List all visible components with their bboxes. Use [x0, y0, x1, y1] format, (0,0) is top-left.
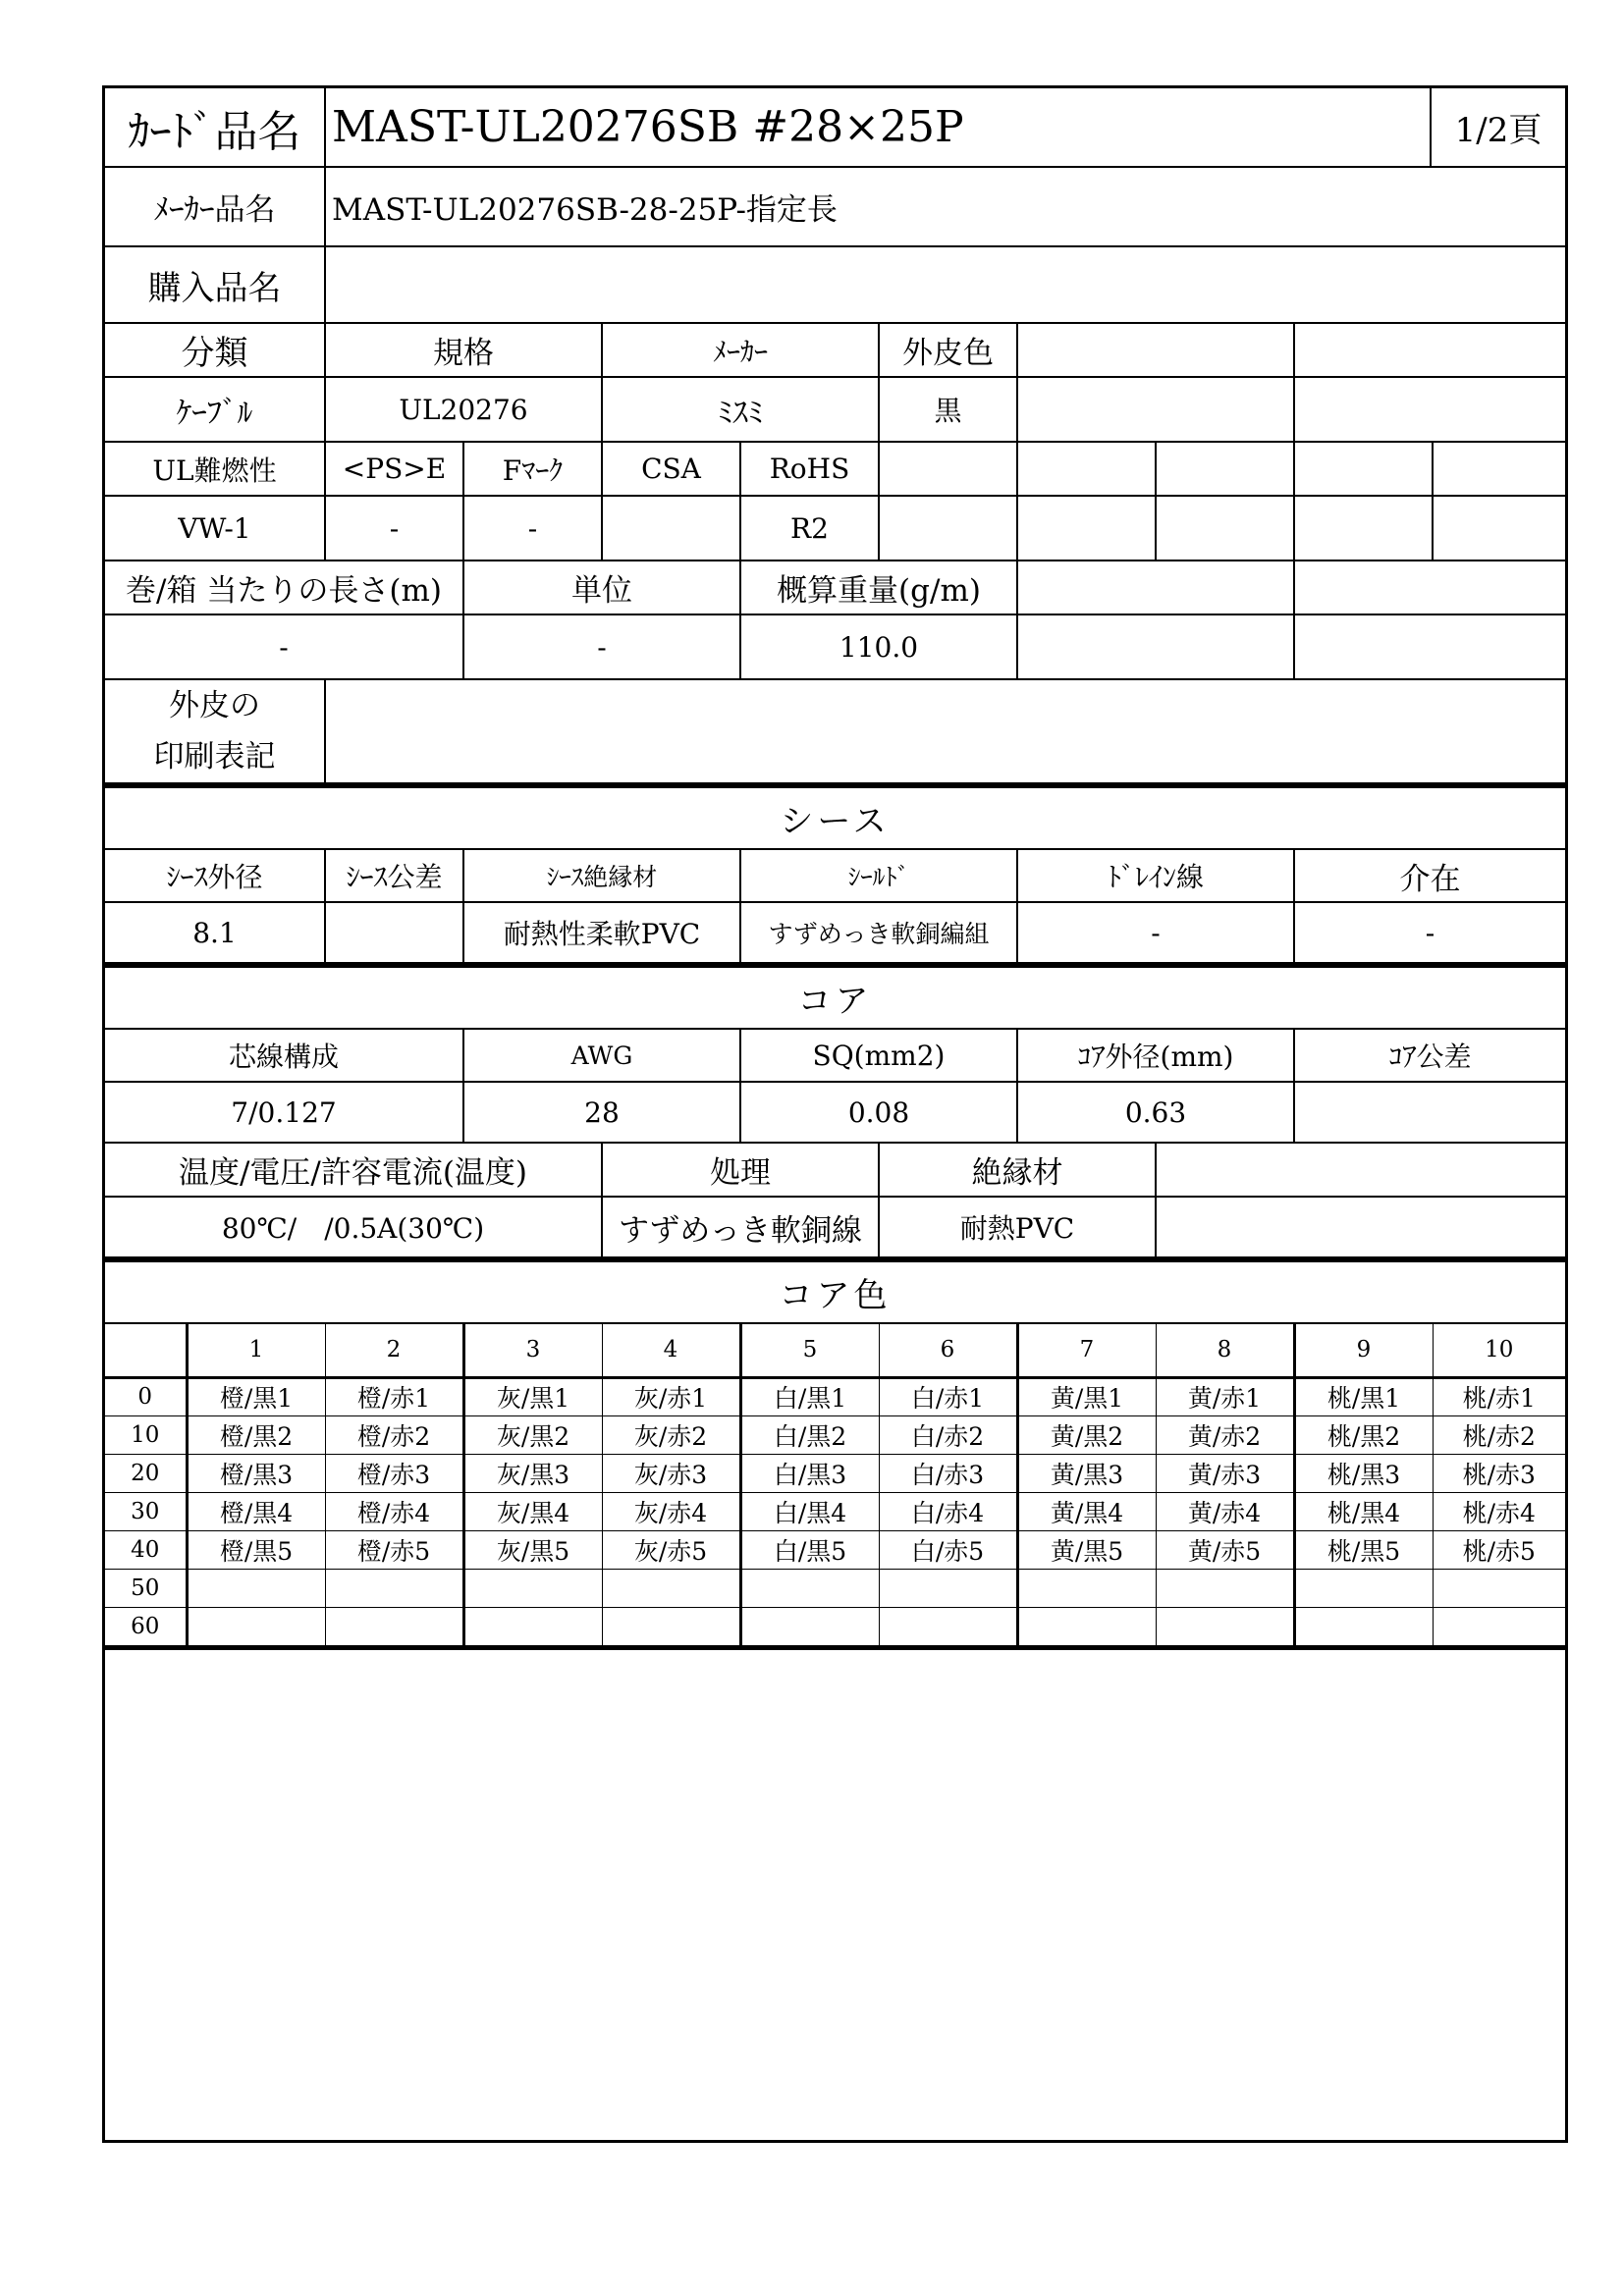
pack-header-blank-1: [1017, 561, 1294, 614]
sheath-value-filler: -: [1294, 902, 1565, 963]
rating-header-pse: <PS>E: [325, 443, 463, 496]
class-value-blank-1: [1017, 377, 1294, 442]
sheath-header-filler: 介在: [1294, 849, 1565, 902]
core-header-rating: 温度/電圧/許容電流(温度): [105, 1144, 602, 1197]
core-color-row: [105, 1377, 1565, 1415]
core-header-treatment: 処理: [602, 1144, 879, 1197]
rating-header-blank-5: [1433, 443, 1565, 496]
core-color-cell: 橙/赤4: [325, 1492, 463, 1530]
class-header-standard: 規格: [325, 324, 602, 377]
core-section-title: コア: [105, 966, 1565, 1029]
core-color-cell: 白/黒2: [740, 1415, 879, 1454]
rating-header-blank-4: [1294, 443, 1433, 496]
core-table-2: [105, 1144, 1565, 1258]
core-color-row: [105, 1607, 1565, 1645]
sheath-section-title: シース: [105, 786, 1565, 849]
sheath-table: [105, 784, 1565, 964]
core-color-cell: [1156, 1569, 1294, 1607]
pack-value-blank-2: [1294, 614, 1565, 679]
core-color-cell: 白/黒4: [740, 1492, 879, 1530]
core-table: [105, 964, 1565, 1144]
core-value-rating: 80℃/ /0.5A(30℃): [105, 1197, 602, 1257]
print-marking-label-line1: 外皮の: [169, 688, 260, 723]
core-color-row-label: 10: [105, 1415, 187, 1454]
core-color-cell: 桃/赤4: [1433, 1492, 1565, 1530]
core-value-sq: 0.08: [740, 1082, 1017, 1143]
core-color-cell: [463, 1569, 602, 1607]
class-header-blank-1: [1017, 324, 1294, 377]
purchase-name-label: 購入品名: [105, 246, 325, 323]
core-color-section-title: コア色: [105, 1260, 1565, 1323]
core-color-row: [105, 1415, 1565, 1454]
core-color-cell: 灰/赤4: [602, 1492, 740, 1530]
core-value-insulation: 耐熱PVC: [879, 1197, 1156, 1257]
core-color-cell: 灰/黒1: [463, 1377, 602, 1415]
core-color-row: [105, 1492, 1565, 1530]
core-color-cell: 灰/赤5: [602, 1530, 740, 1569]
pack-header-weight: 概算重量(g/m): [740, 561, 1017, 614]
core-color-cell: 橙/赤3: [325, 1454, 463, 1492]
sheath-header-tolerance: ｼｰｽ公差: [325, 849, 463, 902]
core-color-cell: [1433, 1607, 1565, 1645]
core-value-blank: [1156, 1197, 1565, 1257]
core-color-column-header: 6: [879, 1324, 1017, 1377]
core-color-cell: 灰/赤3: [602, 1454, 740, 1492]
core-color-cell: 白/黒5: [740, 1530, 879, 1569]
core-color-row: [105, 1569, 1565, 1607]
sheath-value-od: 8.1: [105, 902, 325, 963]
class-value-jacket-color: 黒: [879, 377, 1017, 442]
core-color-cell: [602, 1569, 740, 1607]
core-color-cell: [740, 1607, 879, 1645]
core-color-cell: 灰/赤2: [602, 1415, 740, 1454]
core-color-column-header: 7: [1017, 1324, 1156, 1377]
core-color-row-label: 60: [105, 1607, 187, 1645]
rating-header-rohs: RoHS: [740, 443, 879, 496]
core-color-cell: [187, 1607, 325, 1645]
core-color-column-header: 8: [1156, 1324, 1294, 1377]
rating-value-csa: [602, 496, 740, 561]
core-value-awg: 28: [463, 1082, 740, 1143]
rating-value-rohs: R2: [740, 496, 879, 561]
core-value-treatment: すずめっき軟銅線: [602, 1197, 879, 1257]
core-color-cell: [1156, 1607, 1294, 1645]
maker-part-value: MAST-UL20276SB-28-25P-指定長: [325, 168, 1565, 246]
print-marking-value: [325, 680, 1565, 783]
core-color-column-header: 9: [1294, 1324, 1433, 1377]
core-color-cell: [187, 1569, 325, 1607]
rating-header-ul-flame: UL難燃性: [105, 443, 325, 496]
core-color-title-table: [105, 1258, 1565, 1324]
rating-header-blank-2: [1017, 443, 1156, 496]
core-value-tolerance: [1294, 1082, 1565, 1143]
core-color-row-label: 20: [105, 1454, 187, 1492]
core-color-cell: 白/赤1: [879, 1377, 1017, 1415]
core-color-row-label: 40: [105, 1530, 187, 1569]
class-value-type: ｹｰﾌﾞﾙ: [105, 377, 325, 442]
core-color-row-label: 50: [105, 1569, 187, 1607]
pack-value-blank-1: [1017, 614, 1294, 679]
core-color-cell: [325, 1607, 463, 1645]
print-marking-label: [105, 680, 325, 783]
core-color-cell: 白/赤5: [879, 1530, 1017, 1569]
core-color-cell: [1433, 1569, 1565, 1607]
class-header-jacket-color: 外皮色: [879, 324, 1017, 377]
sheath-value-shield: すずめっき軟銅編組: [740, 902, 1017, 963]
print-marking-table: [105, 680, 1565, 784]
core-color-cell: [463, 1607, 602, 1645]
pack-header-unit: 単位: [463, 561, 740, 614]
sheath-header-insulation: ｼｰｽ絶縁材: [463, 849, 740, 902]
core-color-cell: 黄/赤5: [1156, 1530, 1294, 1569]
core-color-column-header: 1: [187, 1324, 325, 1377]
core-color-cell: 白/赤2: [879, 1415, 1017, 1454]
core-color-cell: 黄/黒5: [1017, 1530, 1156, 1569]
core-color-cell: 桃/赤5: [1433, 1530, 1565, 1569]
header-table: [105, 88, 1565, 168]
maker-part-label: ﾒｰｶｰ品名: [105, 168, 325, 246]
maker-part-table: [105, 168, 1565, 324]
pack-value-length: -: [105, 614, 463, 679]
core-color-cell: [1294, 1569, 1433, 1607]
core-color-cell: 桃/黒3: [1294, 1454, 1433, 1492]
sheath-value-tolerance: [325, 902, 463, 963]
class-header-blank-2: [1294, 324, 1565, 377]
class-header-type: 分類: [105, 324, 325, 377]
core-color-cell: [325, 1569, 463, 1607]
core-color-cell: 白/赤4: [879, 1492, 1017, 1530]
core-color-column-header: 5: [740, 1324, 879, 1377]
core-color-cell: [1294, 1607, 1433, 1645]
core-color-header-row: [105, 1324, 1565, 1377]
class-value-blank-2: [1294, 377, 1565, 442]
core-color-cell: 灰/赤1: [602, 1377, 740, 1415]
purchase-name-value: [325, 246, 1565, 323]
core-color-cell: 桃/赤1: [1433, 1377, 1565, 1415]
core-color-cell: 桃/赤3: [1433, 1454, 1565, 1492]
core-color-cell: 黄/赤1: [1156, 1377, 1294, 1415]
core-color-cell: 橙/赤5: [325, 1530, 463, 1569]
sheath-header-drain: ﾄﾞﾚｲﾝ線: [1017, 849, 1294, 902]
core-header-awg: AWG: [463, 1029, 740, 1082]
core-color-cell: 桃/黒2: [1294, 1415, 1433, 1454]
rating-value-pse: -: [325, 496, 463, 561]
sheath-header-od: ｼｰｽ外径: [105, 849, 325, 902]
core-color-cell: 橙/赤1: [325, 1377, 463, 1415]
pack-value-weight: 110.0: [740, 614, 1017, 679]
core-color-column-header: 2: [325, 1324, 463, 1377]
class-header-maker: ﾒｰｶｰ: [602, 324, 879, 377]
ratings-table: [105, 443, 1565, 561]
rating-value-blank-3: [1156, 496, 1294, 561]
rating-value-blank-1: [879, 496, 1017, 561]
core-header-insulation: 絶縁材: [879, 1144, 1156, 1197]
core-color-cell: 橙/黒5: [187, 1530, 325, 1569]
core-color-cell: 黄/黒3: [1017, 1454, 1156, 1492]
core-color-column-header: 3: [463, 1324, 602, 1377]
pack-header-blank-2: [1294, 561, 1565, 614]
rating-header-blank-1: [879, 443, 1017, 496]
core-color-cell: [879, 1607, 1017, 1645]
core-value-strand: 7/0.127: [105, 1082, 463, 1143]
core-color-cell: 橙/黒4: [187, 1492, 325, 1530]
core-header-strand: 芯線構成: [105, 1029, 463, 1082]
core-color-row-label: 30: [105, 1492, 187, 1530]
card-name-label: ｶｰﾄﾞ品名: [105, 88, 325, 167]
core-color-cell: 桃/黒4: [1294, 1492, 1433, 1530]
core-color-cell: 黄/黒1: [1017, 1377, 1156, 1415]
rating-value-f-mark: -: [463, 496, 602, 561]
core-color-column-header: 10: [1433, 1324, 1565, 1377]
sheath-value-insulation: 耐熱性柔軟PVC: [463, 902, 740, 963]
core-color-cell: [740, 1569, 879, 1607]
spec-sheet: [102, 85, 1568, 2143]
core-color-row: [105, 1530, 1565, 1569]
core-color-cell: 灰/黒2: [463, 1415, 602, 1454]
core-color-cell: 橙/黒1: [187, 1377, 325, 1415]
core-header-tolerance: ｺｱ公差: [1294, 1029, 1565, 1082]
core-color-cell: [879, 1569, 1017, 1607]
core-color-cell: [1017, 1569, 1156, 1607]
rating-value-blank-5: [1433, 496, 1565, 561]
card-name-value: MAST-UL20276SB #28×25P: [325, 88, 1431, 167]
packaging-table: [105, 561, 1565, 680]
core-color-cell: 灰/黒4: [463, 1492, 602, 1530]
rating-value-ul-flame: VW-1: [105, 496, 325, 561]
pack-value-unit: -: [463, 614, 740, 679]
core-color-cell: 橙/黒3: [187, 1454, 325, 1492]
core-color-cell: 桃/黒5: [1294, 1530, 1433, 1569]
core-color-cell: 黄/赤2: [1156, 1415, 1294, 1454]
rating-value-blank-4: [1294, 496, 1433, 561]
classification-table: [105, 324, 1565, 443]
page-number: 1/2頁: [1431, 88, 1565, 167]
core-color-cell: [1017, 1607, 1156, 1645]
core-value-od: 0.63: [1017, 1082, 1294, 1143]
core-header-blank: [1156, 1144, 1565, 1197]
core-color-cell: [602, 1607, 740, 1645]
core-color-row-label: 0: [105, 1377, 187, 1415]
core-color-cell: 白/黒1: [740, 1377, 879, 1415]
print-marking-label-line2: 印刷表記: [153, 739, 276, 774]
core-color-cell: 黄/赤3: [1156, 1454, 1294, 1492]
rating-header-blank-3: [1156, 443, 1294, 496]
core-color-cell: 白/赤3: [879, 1454, 1017, 1492]
sheath-value-drain: -: [1017, 902, 1294, 963]
pack-header-length: 巻/箱 当たりの長さ(m): [105, 561, 463, 614]
core-color-cell: 白/黒3: [740, 1454, 879, 1492]
core-color-cell: 黄/黒2: [1017, 1415, 1156, 1454]
core-color-column-header: 4: [602, 1324, 740, 1377]
core-color-cell: 桃/黒1: [1294, 1377, 1433, 1415]
rating-header-f-mark: Fﾏｰｸ: [463, 443, 602, 496]
core-color-cell: 黄/黒4: [1017, 1492, 1156, 1530]
notes-area: [105, 1646, 1565, 2131]
core-header-od: ｺｱ外径(mm): [1017, 1029, 1294, 1082]
core-header-sq: SQ(mm2): [740, 1029, 1017, 1082]
core-color-corner: [105, 1324, 187, 1377]
core-color-cell: 黄/赤4: [1156, 1492, 1294, 1530]
class-value-standard: UL20276: [325, 377, 602, 442]
sheath-header-shield: ｼｰﾙﾄﾞ: [740, 849, 1017, 902]
core-color-cell: 橙/黒2: [187, 1415, 325, 1454]
core-color-table: [105, 1324, 1565, 1646]
core-color-cell: 灰/黒5: [463, 1530, 602, 1569]
rating-header-csa: CSA: [602, 443, 740, 496]
core-color-cell: 橙/赤2: [325, 1415, 463, 1454]
rating-value-blank-2: [1017, 496, 1156, 561]
core-color-cell: 灰/黒3: [463, 1454, 602, 1492]
core-color-row: [105, 1454, 1565, 1492]
core-color-cell: 桃/赤2: [1433, 1415, 1565, 1454]
class-value-maker: ﾐｽﾐ: [602, 377, 879, 442]
